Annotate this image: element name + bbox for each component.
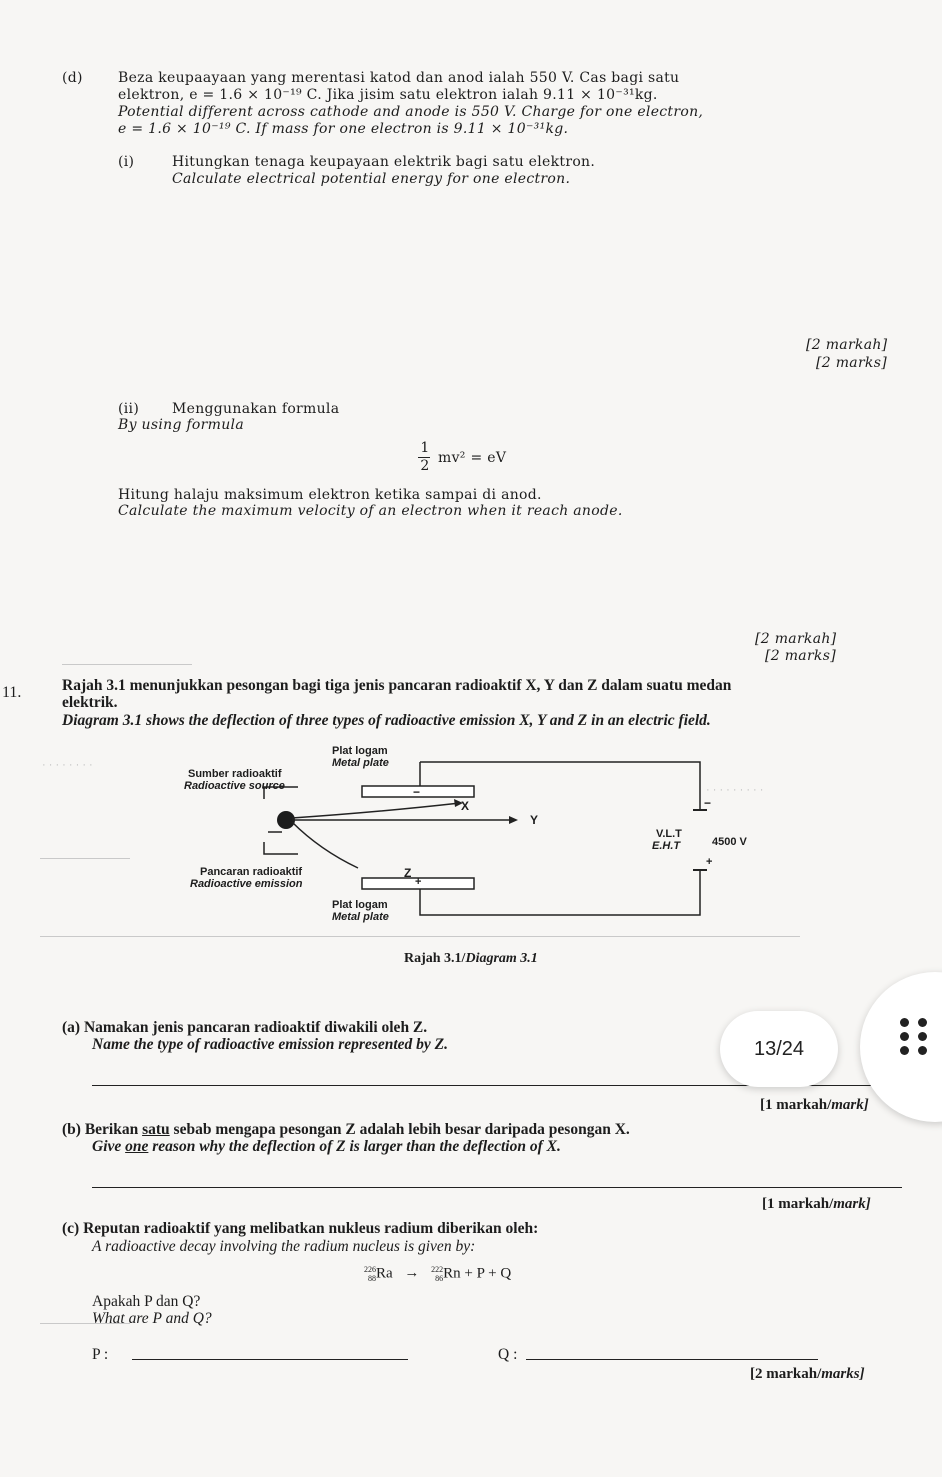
subquestion-i-ms: Hitungkan tenaga keupayaan elektrik bagi satu elektron.: [172, 154, 596, 170]
subquestion-ii-en: By using formula: [118, 417, 244, 433]
ask-p-q-ms: Apakah P dan Q?: [92, 1293, 201, 1310]
ra-atomic-number: 88: [368, 1274, 376, 1283]
label-y: Y: [530, 813, 539, 827]
ask-p-q-en: What are P and Q?: [92, 1310, 212, 1327]
subquestion-i-en: Calculate electrical potential energy for one electron.: [172, 171, 571, 187]
bleed-through-text: · · · · · · · · ·: [706, 784, 764, 796]
label-plate-bottom-en: Metal plate: [332, 911, 389, 923]
question-number: 11.: [2, 684, 22, 701]
rn-nucleon-numbers: [431, 1265, 443, 1283]
marks-a-ms: [1 markah/: [760, 1097, 832, 1113]
label-vlt: V.L.T: [656, 828, 682, 840]
label-plate-top-ms: Plat logam: [332, 745, 388, 757]
label-q: Q :: [498, 1346, 518, 1363]
formula-body: mv² = eV: [438, 450, 507, 466]
question-b-en-emph: one: [125, 1138, 149, 1155]
decay-equation: [364, 1265, 511, 1283]
marks-ms: [2 markah]: [806, 337, 888, 353]
rn-products: Rn + P + Q: [443, 1265, 512, 1282]
ra-symbol: Ra: [376, 1265, 393, 1282]
subquestion-ii-b-en: Calculate the maximum velocity of an electron when it reach anode.: [118, 503, 623, 519]
marks-c: [750, 1366, 865, 1383]
label-plate-top-en: Metal plate: [332, 757, 389, 769]
question-d-label: (d): [62, 70, 83, 86]
page-indicator[interactable]: [720, 1011, 838, 1087]
question-b-en: [92, 1138, 561, 1156]
grip-dot: [918, 1018, 927, 1027]
label-source-ms: Sumber radioaktif: [188, 768, 282, 780]
marks-en: [2 marks]: [816, 355, 887, 371]
emission-y-arrowhead: [509, 816, 518, 824]
bleed-through-text: · · · · · · · ·: [42, 759, 93, 771]
answer-line-q[interactable]: [526, 1359, 818, 1360]
grip-dot: [900, 1018, 909, 1027]
marks-b: [762, 1196, 871, 1213]
grip-dot: [900, 1032, 909, 1041]
plate-bottom-sign: +: [415, 876, 422, 888]
marks-a-en: mark]: [831, 1097, 869, 1113]
q11-intro-ms-line1: Rajah 3.1 menunjukkan pesongan bagi tiga jenis pancaran radioaktif X, Y dan Z dalam suatu medan: [62, 677, 732, 694]
question-b-ms: [62, 1121, 630, 1139]
intro-en-line2: e = 1.6 × 10⁻¹⁹ C. If mass for one electron is 9.11 × 10⁻³¹kg.: [118, 121, 569, 137]
intro-ms-line2: elektron, e = 1.6 × 10⁻¹⁹ C. Jika jisim satu elektron ialah 9.11 × 10⁻³¹kg.: [118, 87, 658, 103]
plate-top-sign: −: [413, 785, 421, 799]
subquestion-ii-ms: Menggunakan formula: [172, 401, 340, 417]
intro-ms-line1: Beza keupaayaan yang merentasi katod dan anod ialah 550 V. Cas bagi satu: [118, 70, 680, 86]
question-c-en: A radioactive decay involving the radium nucleus is given by:: [92, 1238, 476, 1255]
formula-numerator: 1: [420, 440, 430, 456]
question-a-ms: (a) Namakan jenis pancaran radioaktif diwakili oleh Z.: [62, 1019, 428, 1036]
question-b-ms-pre: (b) Berikan: [62, 1121, 143, 1138]
caption-en: Diagram 3.1: [465, 951, 538, 966]
emission-z-path: [292, 822, 358, 868]
marks-en: [2 marks]: [765, 648, 836, 664]
label-plate-bottom-ms: Plat logam: [332, 899, 388, 911]
label-emission-ms: Pancaran radioaktif: [200, 866, 303, 878]
label-z: Z: [404, 866, 412, 880]
answer-line-b[interactable]: [92, 1187, 902, 1188]
subquestion-i-label: (i): [118, 154, 135, 170]
marks-a: [760, 1097, 869, 1114]
source-holder-bottom: [264, 842, 298, 854]
question-a-en: Name the type of radioactive emission represented by Z.: [92, 1036, 449, 1053]
grip-dot: [918, 1046, 927, 1055]
label-p: P :: [92, 1346, 109, 1363]
label-source-en: Radioactive source: [184, 780, 285, 792]
grip-dot: [900, 1046, 909, 1055]
ra-mass-number: 226: [364, 1265, 376, 1274]
eht-plus-sign: +: [706, 856, 713, 868]
formula-denominator: 2: [420, 458, 430, 474]
ra-nucleon-numbers: [364, 1265, 376, 1283]
label-x: X: [461, 799, 470, 813]
q11-intro-ms-line2: elektrik.: [62, 694, 118, 711]
marks-ms: [2 markah]: [755, 631, 837, 647]
emission-x-path: [292, 803, 460, 818]
label-emission-en: Radioactive emission: [190, 878, 303, 890]
question-b-ms-post: sebab mengapa pesongan Z adalah lebih besar daripada pesongan X.: [169, 1121, 630, 1138]
marks-c-ms: [2 markah/: [750, 1366, 822, 1382]
question-c-ms: (c) Reputan radioaktif yang melibatkan nukleus radium diberikan oleh:: [62, 1220, 539, 1237]
label-eht: E.H.T: [652, 840, 681, 852]
caption-ms: Rajah 3.1/: [404, 951, 466, 966]
label-voltage: 4500 V: [712, 836, 747, 848]
diagram-caption: [404, 951, 538, 967]
rn-mass-number: 222: [431, 1265, 444, 1274]
subquestion-ii-b-ms: Hitung halaju maksimum elektron ketika sampai di anod.: [118, 487, 542, 503]
q11-intro-en: Diagram 3.1 shows the deflection of three types of radioactive emission X, Y and Z in an electric field.: [62, 712, 711, 729]
rn-atomic-number: 86: [435, 1274, 444, 1283]
marks-b-en: mark]: [833, 1196, 871, 1212]
eht-minus-sign: −: [704, 796, 712, 810]
intro-en-line1: Potential different across cathode and anode is 550 V. Charge for one electron,: [118, 104, 704, 120]
circuit-wire-bottom: [420, 870, 700, 915]
marks-c-en: marks]: [821, 1366, 865, 1382]
question-b-ms-emph: satu: [142, 1121, 170, 1138]
question-b-en-pre: Give: [92, 1138, 126, 1155]
question-b-en-post: reason why the deflection of Z is larger than the deflection of X.: [148, 1138, 561, 1155]
answer-line-p[interactable]: [132, 1359, 408, 1360]
subquestion-ii-label: (ii): [118, 401, 140, 417]
page-indicator-text: 13/24: [753, 1037, 805, 1060]
decay-arrow: →: [404, 1265, 420, 1282]
grip-dot: [918, 1032, 927, 1041]
marks-b-ms: [1 markah/: [762, 1196, 834, 1212]
